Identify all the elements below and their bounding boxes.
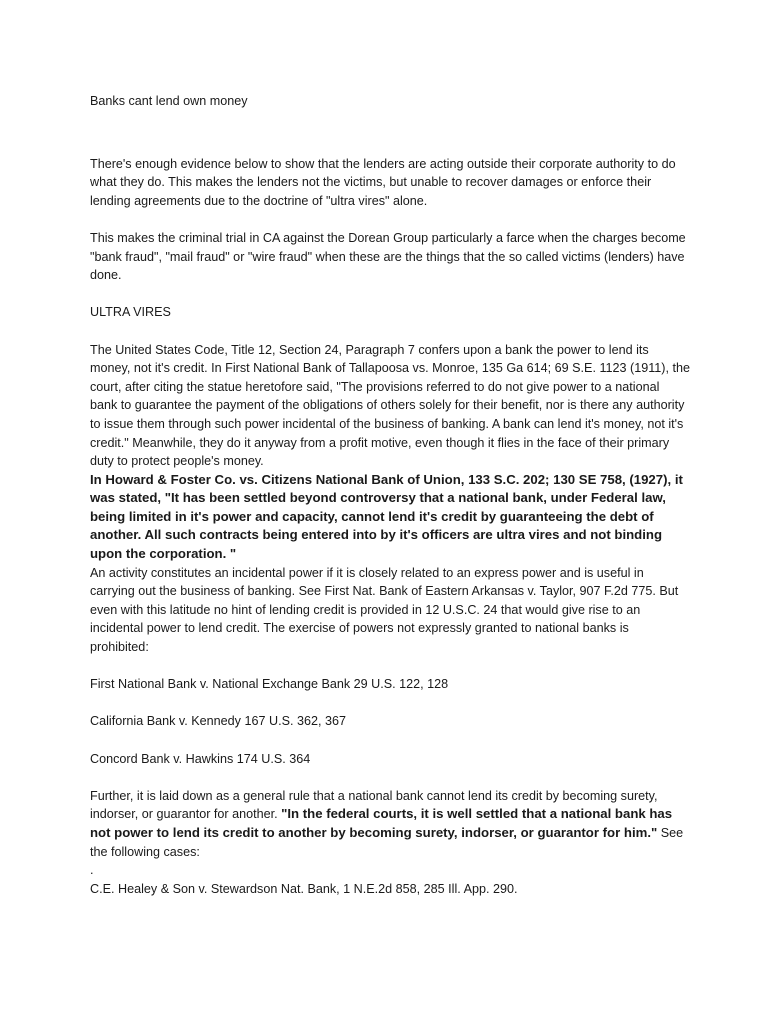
section-heading: ULTRA VIRES bbox=[90, 305, 171, 320]
case-citation: Concord Bank v. Hawkins 174 U.S. 364 bbox=[90, 751, 311, 766]
further-text: Further, it is laid down as a general rule that a national bank cannot lend its credit by becoming surety, indorser, or guarantor for another. bbox=[90, 788, 658, 822]
usc-paragraph: The United States Code, Title 12, Section 24, Paragraph 7 confers upon a bank the power to lend its money, not it's credit. In First National Bank of Tallapoosa vs. Monroe, 135 Ga 614; 69 S.E. 1123 (1911), the court, after citing the statue heretofore said, "The provisions referred to do not give power to a national bank to guarantee the payment of the obligations of others solely for their benefit, nor is there any authority to issue them through such power incidental of the business of banking. A bank can lend it's money, not it's credit." Meanwhile, they do it anyway from a profit motive, even though it flies in the face of their primary duty to protect people's money. bbox=[90, 342, 691, 469]
intro-paragraph: There's enough evidence below to show that the lenders are acting outside their corporate authority to do what they do. This makes the lenders not the victims, but unable to recover damages or enforce their lending agreements due to the doctrine of "ultra vires" alone. bbox=[90, 156, 676, 208]
healey-case: C.E. Healey & Son v. Stewardson Nat. Bank, 1 N.E.2d 858, 285 Ill. App. 290. bbox=[90, 881, 518, 896]
further-paragraph bbox=[90, 787, 690, 861]
case-citation: First National Bank v. National Exchange Bank 29 U.S. 122, 128 bbox=[90, 677, 449, 692]
further-tail: See the following cases: bbox=[90, 825, 684, 859]
dot-marker: . bbox=[90, 863, 94, 878]
further-bold-quote: "In the federal courts, it is well settled that a national bank has not power to lend its credit to another by becoming surety, indorser, or guarantor for him." bbox=[90, 806, 673, 840]
incidental-paragraph: An activity constitutes an incidental power if it is closely related to an express power and is useful in carrying out the business of banking. See First Nat. Bank of Eastern Arkansas v. Taylor, 907 F.2d 775. But even with this latitude no hint of lending credit is provided in 12 U.S.C. 24 that would give rise to an incidental power to lend credit. The exercise of powers not expressly granted to national banks is prohibited: bbox=[90, 565, 679, 655]
howard-paragraph: In Howard & Foster Co. vs. Citizens National Bank of Union, 133 S.C. 202; 130 SE 758, (1927), it was stated, "It has been settled beyond controversy that a national bank, under Federal law, being limited in it's power and capacity, cannot lend it's credit by guaranteeing the debt of another. All such contracts being entered into by it's officers are ultra vires and not binding upon the corporation. " bbox=[90, 471, 683, 562]
trial-paragraph: This makes the criminal trial in CA against the Dorean Group particularly a farce when the charges become "bank fraud", "mail fraud" or "wire fraud" when these are the things that the so called victims (lenders) have done. bbox=[90, 230, 686, 283]
case-citation: California Bank v. Kennedy 167 U.S. 362, 367 bbox=[90, 714, 347, 729]
document-page bbox=[90, 92, 690, 898]
document-title: Banks cant lend own money bbox=[90, 94, 248, 108]
